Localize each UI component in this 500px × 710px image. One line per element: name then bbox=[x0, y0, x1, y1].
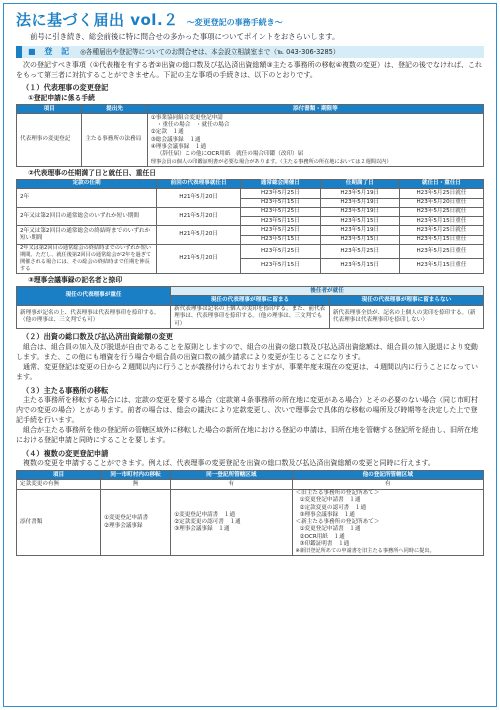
table-cell: 新代表理事全員が、記名の上個人の実印を捺印する。（新代表理事は代表理事印を捺印しない） bbox=[329, 305, 483, 329]
text-line: ①変更登記申請書 １通 bbox=[299, 526, 361, 533]
table-cell: H23年5月25日 bbox=[241, 207, 320, 216]
doc-line: （辞任届）この他にOCR用紙 就任の場合印鑑（改印）届 bbox=[156, 151, 304, 158]
s3-heading: （３）主たる事務所の移転 bbox=[22, 385, 109, 395]
document-page bbox=[3, 3, 497, 707]
table-row bbox=[17, 471, 484, 480]
table-cell bbox=[292, 489, 484, 556]
s1-sub2: ②代表理事の任期満了日と就任日、重任日 bbox=[28, 168, 157, 177]
table-row bbox=[17, 287, 484, 296]
doc-line: ③総会議事録 １通 bbox=[150, 136, 201, 143]
table-cell: 代表理事の変更登記 bbox=[17, 114, 82, 166]
table-cell: H23年5月25日 bbox=[241, 226, 320, 235]
text-line: ③理事会議事録 １通 bbox=[299, 511, 355, 518]
text-line: ③印鑑証明書 １通 bbox=[299, 540, 350, 547]
table-cell: H23年5月19日 bbox=[320, 189, 399, 198]
table-header: 他の登記所管轄区域 bbox=[292, 471, 484, 480]
table-header: 提出先 bbox=[82, 105, 147, 114]
text-line: ②OCR用紙 １通 bbox=[299, 533, 345, 540]
table-header: 通常総会開催日 bbox=[241, 179, 320, 188]
intro-paragraph: 次の登記すべき事項（①代表権を有する者②出資の総口数及び払込済出資総額③主たる事務所の移転④複数の変更）は、登記の後でなければ、これをもって第三者に対抗することができません。下記の主な事項の手続きは、以下のとおりです。 bbox=[16, 60, 482, 79]
table-header: 項目 bbox=[17, 105, 82, 114]
text-line: ①変更登記申請書 １通 bbox=[174, 511, 236, 518]
table-cell: H23年5月19日 bbox=[320, 207, 399, 216]
s4-p1: 複数の変更を申請することができます。例えば、代表理事の変更登記を出資の総口数及び払込済出資総額の変更と同時に行えます。 bbox=[23, 459, 435, 468]
table-cell: H23年5月15日重任 bbox=[399, 259, 483, 274]
s1-sub1: ①登記申請に係る手続 bbox=[28, 94, 95, 103]
table-header: 同一登記所管轄区域 bbox=[171, 471, 292, 480]
text-line: ②定款変更の認可書 １通 bbox=[174, 518, 241, 525]
s3-p1: 主たる事務所を移転する場合には、定款の変更を要する場合（定款第４条事務所の所在地に変更がある場合）とその必要のない場合（同じ市町村内での変更の場合）とがあります。前者の場合は、総会の議決により定款変更し、次いで理事会で具体的な移転の場所及び時期等を決定した上で登記手続を行います。 bbox=[16, 396, 478, 424]
table-terms bbox=[16, 179, 484, 274]
table-header: 添付書類・期限等 bbox=[147, 105, 483, 114]
table-header: 現任の代表理事が理事に留まる bbox=[171, 296, 330, 305]
table-cell bbox=[171, 489, 292, 556]
table-cell bbox=[101, 489, 171, 556]
table-cell: H23年5月25日 bbox=[241, 189, 320, 198]
table-header: 就任日・重任日 bbox=[399, 179, 483, 188]
text-line: ①変更登記申請書 bbox=[104, 515, 149, 522]
table-cell: 添付書類 bbox=[17, 489, 101, 556]
doc-line: ④理事会議事録 １通 bbox=[150, 144, 207, 151]
table-row bbox=[17, 105, 484, 114]
table-cell: H23年5月15日 bbox=[241, 259, 320, 274]
text-line: ＜旧主たる事務所の登記所あて＞ bbox=[295, 490, 380, 497]
s2-p1: 組合は、組合員の加入及び脱退が自由であることを原則としますので、組合の出資の総口数及び払込済出資総額は、組合員の加入脱退により変動します。また、この他にも増資を行う場合や組合員の出資口数の減少請求により変更が生じることになります。 bbox=[16, 343, 478, 361]
s3-p2: 組合が主たる事務所を他の登記所の管轄区域外に移転した場合の新所在地における登記の申請は、旧所在地を管轄する登記所を経由し、旧所在地における登記申請と同時にすることを要します。 bbox=[16, 426, 478, 445]
text-line: ＜新主たる事務所の登記所あて＞ bbox=[295, 519, 380, 526]
table-header: 現任の代表理事が理事に留まらない bbox=[329, 296, 483, 305]
table-cell: H23年5月19日 bbox=[320, 198, 399, 207]
text-line: ※新旧登記所あての申請書を旧主たる事務所へ同時に提出。 bbox=[295, 548, 435, 555]
table-cell: 2年又は第2回目の通常総会の終結時までのいずれか短い期間。ただし、就任後第2回目の通常総会が2年を過ぎて開催される場合には、その総会の終結時まで任期を伸長する bbox=[17, 244, 157, 273]
text-line: ②定款変更の認可書 １通 bbox=[299, 504, 367, 511]
table-relocation bbox=[16, 470, 484, 556]
page-title: 法に基づく届出 vol.２ bbox=[16, 11, 179, 29]
table-cell: 新代表理事は記名の上個人の実印を捺印する。また、前代表理事は、代表理事印を捺印する。（他の理事は、三文判でも可） bbox=[171, 305, 330, 329]
table-cell: H21年5月20日 bbox=[157, 226, 241, 245]
table-cell bbox=[147, 114, 483, 166]
table-row bbox=[17, 489, 484, 556]
table-cell: 有 bbox=[292, 480, 484, 489]
s2-p2: 通常、変更登記は変更の日から２週間以内に行うことが義務付けられておりますが、事業年度末現在の変更は、４週間以内に行うことになっています。 bbox=[16, 363, 478, 382]
table-cell: 定款変更の有無 bbox=[17, 480, 101, 489]
table-cell: H23年5月15日 bbox=[320, 235, 399, 244]
s4-heading: （４）複数の変更登記申請 bbox=[22, 448, 109, 458]
doc-line: ①事業協同組合変更登記申請 bbox=[150, 114, 223, 121]
title-row bbox=[16, 10, 484, 30]
table-header: 後任者が就任 bbox=[171, 287, 484, 296]
table-cell: H23年5月15日 bbox=[241, 198, 320, 207]
intro-text: 前号に引き続き、総会前後に特に問合せの多かった事項についてポイントをおさらいします。 bbox=[30, 32, 340, 41]
table-header: 定款の任期 bbox=[17, 179, 157, 188]
table-cell: 主たる事務所の法務局 bbox=[82, 114, 147, 166]
s2-heading: （２）出資の総口数及び払込済出資総額の変更 bbox=[22, 332, 173, 342]
table-header: 同一市町村内の移転 bbox=[101, 471, 171, 480]
table-cell: H21年5月20日 bbox=[157, 189, 241, 208]
table-cell: H23年5月15日 bbox=[320, 217, 399, 226]
table-signatures bbox=[16, 286, 484, 329]
table-header: 前回の代表理事就任日 bbox=[157, 179, 241, 188]
table-row bbox=[17, 305, 484, 329]
table-cell: H23年5月15日重任 bbox=[399, 217, 483, 226]
table-cell: H23年5月15日 bbox=[320, 259, 399, 274]
contact-note: ◎各種届出や登記等についてのお問合せは、本会設立相談室まで（℡ 043-306-3285） bbox=[80, 47, 340, 56]
table-header: 項目 bbox=[17, 471, 101, 480]
table-cell: H21年5月20日 bbox=[157, 244, 241, 273]
table-registration bbox=[16, 104, 484, 167]
section-header bbox=[16, 46, 484, 58]
doc-line: 理事会員の個人の印鑑証明書が必要な場合があります。（主たる事務所の所在地においては２週間以内） bbox=[150, 158, 392, 165]
table-cell: H23年5月25日就任 bbox=[399, 226, 483, 235]
table-row bbox=[17, 114, 484, 166]
table-cell: 新理事が記名の上、代表理事は代表理事印を捺印する。（他の理事は、三文判でも可） bbox=[17, 305, 171, 329]
table-header: 任期満了日 bbox=[320, 179, 399, 188]
table-cell: H23年5月19日 bbox=[320, 226, 399, 235]
table-row bbox=[17, 226, 484, 235]
table-cell: 2年又は第2回目の通常総会の終結時までのいずれか短い期間 bbox=[17, 226, 157, 245]
text-line: ②理事会議事録 bbox=[104, 522, 143, 529]
table-row bbox=[17, 480, 484, 489]
table-row bbox=[17, 207, 484, 216]
doc-line: ・重任の場合 ・就任の場合 bbox=[156, 122, 230, 129]
table-cell: 無 bbox=[101, 480, 171, 489]
table-cell: H23年5月15日 bbox=[241, 217, 320, 226]
table-cell: H23年5月20日重任 bbox=[399, 198, 483, 207]
table-cell: 有 bbox=[171, 480, 292, 489]
page-subtitle: 〜変更登記の事務手続き〜 bbox=[186, 18, 283, 27]
table-cell: H23年5月25日重任 bbox=[399, 244, 483, 259]
table-cell: 2年 bbox=[17, 189, 157, 208]
s1-sub3: ③理事会議事録の記名者と捺印 bbox=[28, 275, 123, 284]
table-cell: H23年5月15日重任 bbox=[399, 235, 483, 244]
table-cell: 2年又は第2回目の通常総会のいずれか短い期間 bbox=[17, 207, 157, 226]
text-line: ①変更登記申請書 １通 bbox=[299, 497, 361, 504]
text-line: ③理事会議事録 １通 bbox=[174, 526, 230, 533]
table-cell: H23年5月25日 bbox=[241, 244, 320, 259]
table-row bbox=[17, 189, 484, 198]
s1-heading: （１）代表理事の変更登記 bbox=[22, 83, 109, 93]
table-cell: H23年5月15日 bbox=[241, 235, 320, 244]
table-cell: H23年5月25日就任 bbox=[399, 207, 483, 216]
table-row bbox=[17, 179, 484, 188]
table-header: 現任の代表理事が重任 bbox=[17, 287, 171, 306]
table-cell: H23年5月25日就任 bbox=[399, 189, 483, 198]
doc-line: ②定款 １通 bbox=[150, 129, 184, 136]
table-row bbox=[17, 244, 484, 259]
section-label: ■ 登 記 bbox=[28, 46, 73, 56]
table-cell: H21年5月20日 bbox=[157, 207, 241, 226]
table-cell: H23年5月25日 bbox=[320, 244, 399, 259]
